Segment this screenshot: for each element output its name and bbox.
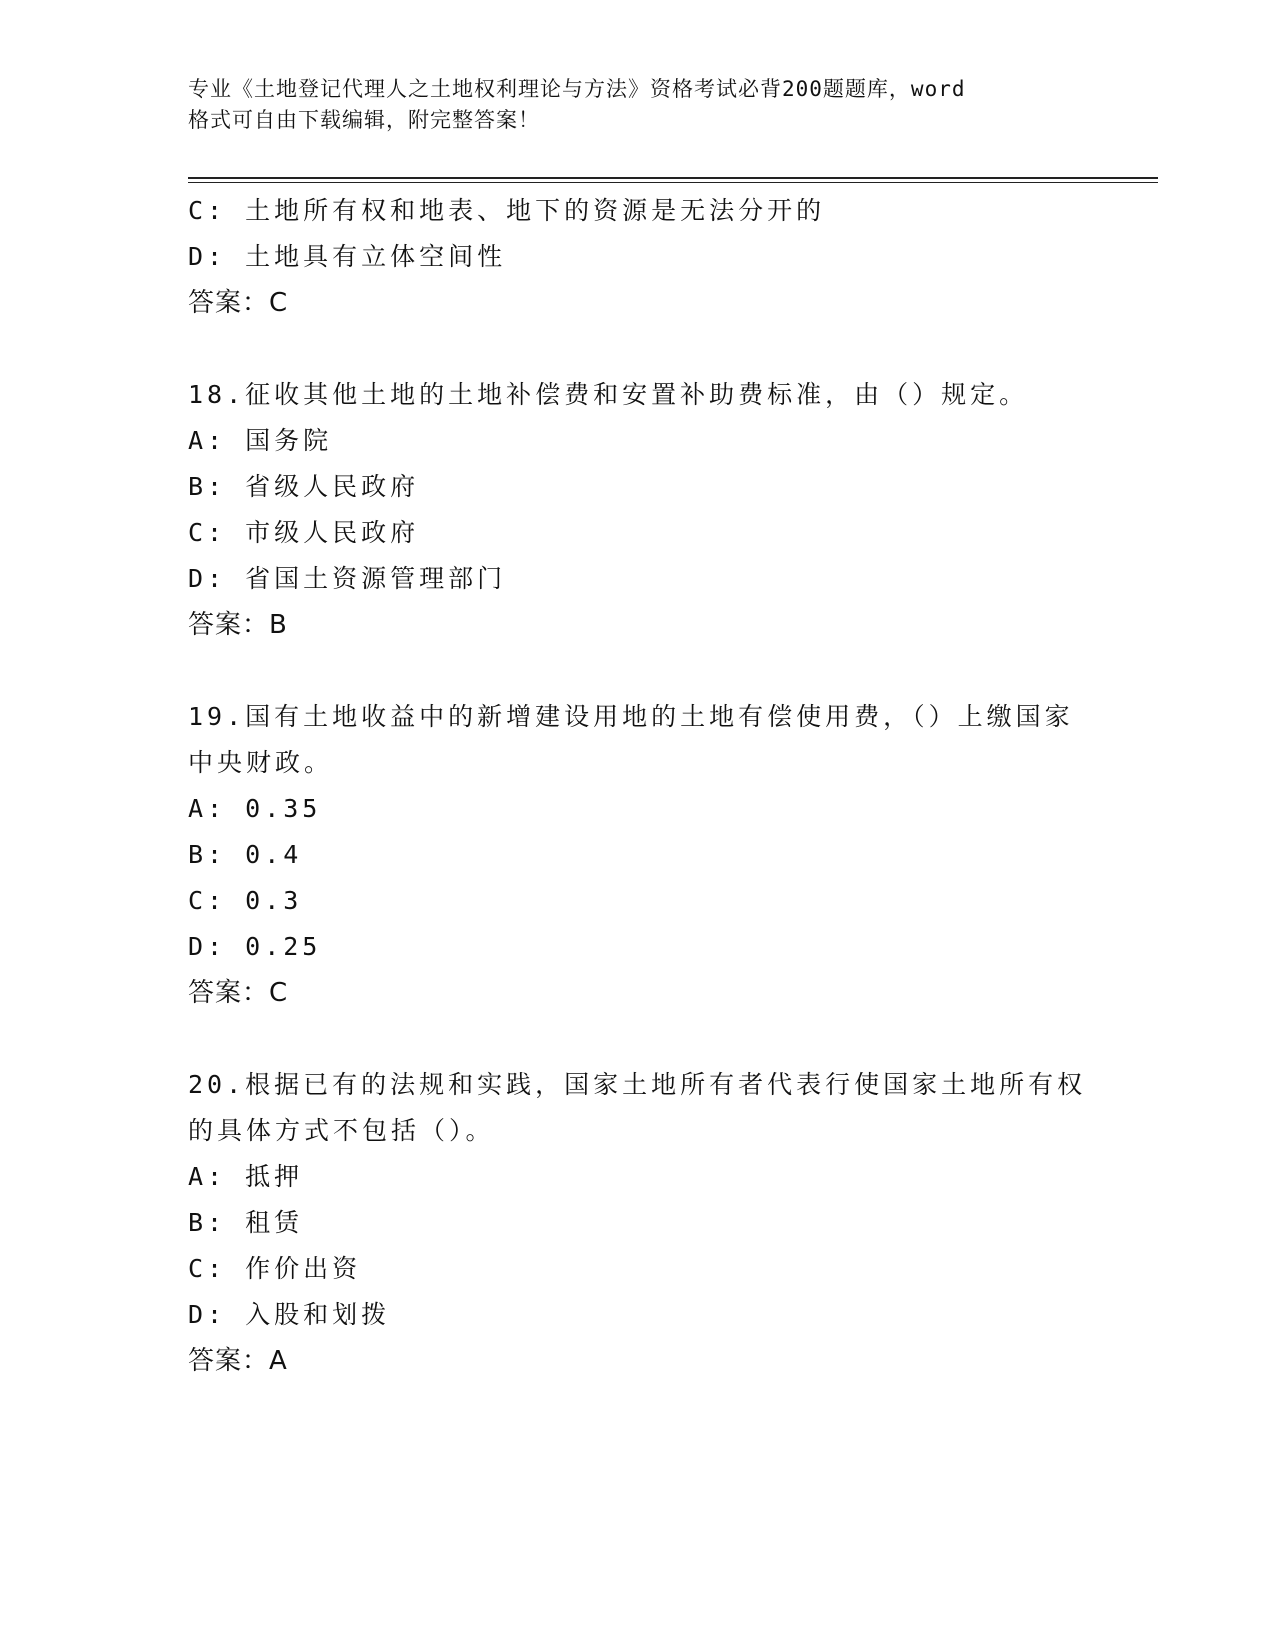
question-stem: 18.征收其他土地的土地补偿费和安置补助费标准，由（）规定。 <box>188 380 1029 409</box>
question-stem-line-1: 20.根据已有的法规和实践，国家土地所有者代表行使国家土地所有权 <box>188 1070 1087 1099</box>
document-header <box>188 74 1068 136</box>
option-c: C: 0.3 <box>188 886 303 915</box>
question-17-tail <box>188 188 1088 326</box>
spacer <box>188 326 1088 372</box>
option-c: C: 作价出资 <box>188 1254 362 1283</box>
header-line-2: 格式可自由下载编辑，附完整答案！ <box>188 108 540 132</box>
answer: 答案：C <box>188 288 289 318</box>
question-list <box>188 188 1088 1384</box>
question-stem-line-1: 19.国有土地收益中的新增建设用地的土地有偿使用费，（）上缴国家 <box>188 702 1074 731</box>
option-d: D: 入股和划拨 <box>188 1300 391 1329</box>
question-20 <box>188 1062 1088 1384</box>
header-divider-thick <box>188 177 1158 179</box>
answer: 答案：B <box>188 610 288 640</box>
question-stem-line-2: 的具体方式不包括（）。 <box>188 1116 495 1145</box>
option-c: C: 市级人民政府 <box>188 518 420 547</box>
option-b: B: 省级人民政府 <box>188 472 420 501</box>
answer: 答案：C <box>188 978 289 1008</box>
spacer <box>188 1016 1088 1062</box>
option-b: B: 0.4 <box>188 840 303 869</box>
question-19 <box>188 694 1088 1016</box>
option-a: A: 国务院 <box>188 426 333 455</box>
option-d: D: 土地具有立体空间性 <box>188 242 507 271</box>
header-divider-thin <box>188 182 1158 183</box>
spacer <box>188 648 1088 694</box>
answer: 答案：A <box>188 1346 288 1376</box>
option-a: A: 0.35 <box>188 794 322 823</box>
option-d: D: 0.25 <box>188 932 322 961</box>
question-18 <box>188 372 1088 648</box>
option-d: D: 省国土资源管理部门 <box>188 564 507 593</box>
option-c: C: 土地所有权和地表、地下的资源是无法分开的 <box>188 196 826 225</box>
header-line-1: 专业《土地登记代理人之土地权利理论与方法》资格考试必背200题题库，word <box>188 77 966 101</box>
option-b: B: 租赁 <box>188 1208 304 1237</box>
option-a: A: 抵押 <box>188 1162 304 1191</box>
question-stem-line-2: 中央财政。 <box>188 748 334 777</box>
